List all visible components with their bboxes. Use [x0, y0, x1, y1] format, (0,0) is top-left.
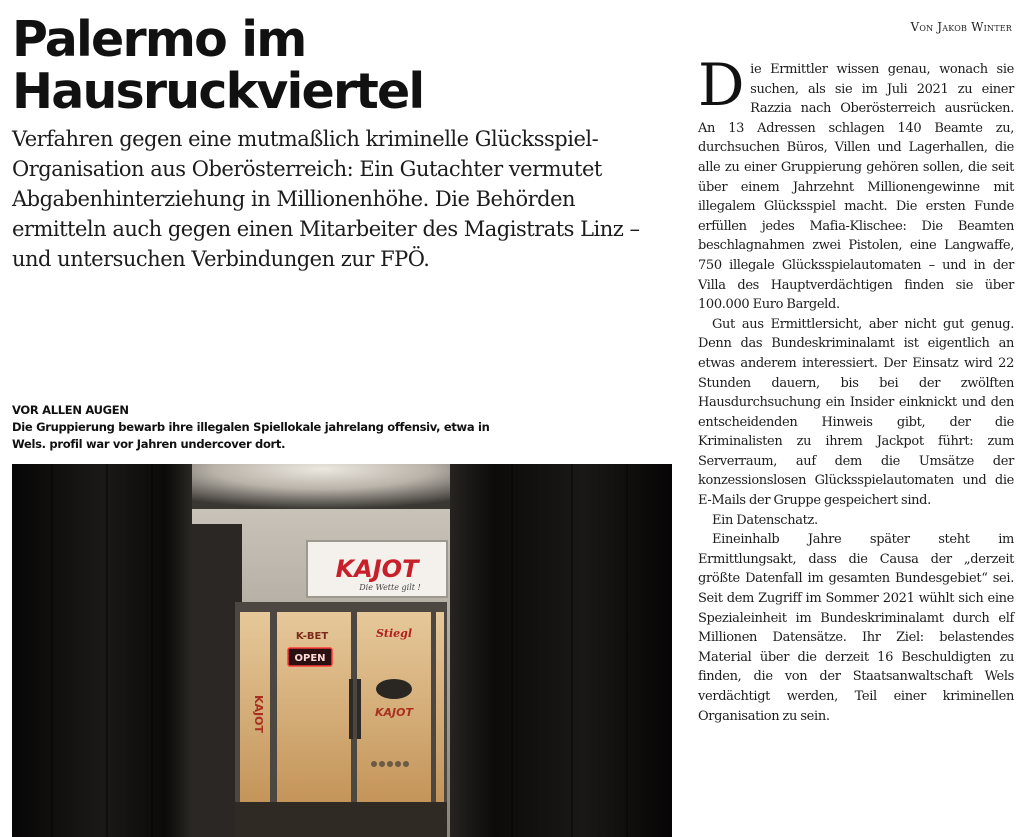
- article-body: [698, 51, 1014, 726]
- casino-entrance-photo: [12, 464, 672, 837]
- dropcap: D: [698, 51, 745, 119]
- buffalo-logo-icon: [376, 679, 412, 699]
- kbet-logo: K-BET: [295, 631, 329, 642]
- body-paragraph-2: Gut aus Ermittlersicht, aber nicht gut genug. Denn das Bundeskriminalamt ist eigentlich an etwas anderem interessiert. Der Einsatz wird 22 Stunden dauern, bis bei der zwölften Hausdurchsuchung ein Insider einknickt und den entscheidenden Hinweis gibt, der die Kriminalisten zu ihrem Jackpot führt: zum Serverraum, auf dem die Umsätze der konzessionslosen Glücksspielautomaten und die E-Mails der Gruppe gespeichert sind.: [698, 316, 1014, 509]
- body-paragraph-4: Eineinhalb Jahre später steht im Ermittlungsakt, dass die Causa der „derzeit größte Datenfall im gesamten Bundesgebiet“ sei. Seit dem Zugriff im Sommer 2021 wühlt sich eine Spezialeinheit im Bundeskriminalamt durch elf Millionen Datensätze. Ihr Ziel: belastendes Material über die derzeit 16 Beschuldigten zu finden, die von der Staatsanwaltschaft Wels verdächtigt werden, Teil einer kriminellen Organisation zu sein.: [698, 532, 1014, 724]
- caption-kicker: VOR ALLEN AUGEN: [12, 403, 129, 417]
- kajot-sign-text: KAJOT: [335, 555, 419, 583]
- stiegl-logo: Stiegl: [375, 627, 413, 640]
- caption-text: Die Gruppierung bewarb ihre illegalen Spiellokale jahrelang offensiv, etwa in Wels. profil war vor Jahren undercover dort.: [12, 420, 490, 451]
- kajot-slogan: Die Wette gilt !: [359, 583, 421, 592]
- open-sign-text: OPEN: [294, 653, 326, 664]
- headline: [12, 11, 424, 120]
- byline: Von Jakob Winter: [910, 20, 1012, 34]
- curtain-left: [12, 464, 192, 837]
- photo-caption: [12, 402, 512, 453]
- body-paragraph-1: [698, 51, 1014, 315]
- ceiling: [187, 464, 457, 514]
- curtain-right: [450, 464, 672, 837]
- headline-line-2: Hausruckviertel: [12, 63, 424, 120]
- vertical-kajot-text: KAJOT: [252, 695, 265, 733]
- lead-paragraph: Verfahren gegen eine mutmaßlich kriminelle Glücksspiel-Organisation aus Oberösterreich: Ein Gutachter vermutet Abgabenhinterziehung in Millionenhöhe. Die Behörden ermitteln auch gegen einen Mitarbeiter des Magistrats Linz – und untersuchen Verbindungen zur FPÖ.: [12, 127, 640, 271]
- headline-line-1: Palermo im: [12, 11, 306, 68]
- door-kajot-text: KAJOT: [375, 706, 413, 719]
- body-paragraph-1-text: ie Ermittler wissen genau, wonach sie suchen, als sie im Juli 2021 zu einer Razzia nach Oberösterreich ausrücken. An 13 Adressen schlagen 140 Beamte zu, durchsuchen Büros, Villen und Lagerhallen, die alle zu einer Gruppierung gehören sollen, die seit über einem Jahrzehnt Millionengewinne mit illegalem Glücksspiel macht. Die ersten Funde erfüllen jedes Mafia-Klischee: Die Beamten beschlagnahmen zwei Pistolen, eine Langwaffe, 750 illegale Glücksspielautomaten – und in der Villa des Hauptverdächtigen finden sie über 100.000 Euro Bargeld.: [698, 62, 1014, 313]
- body-paragraph-3: Ein Datenschatz.: [712, 512, 818, 528]
